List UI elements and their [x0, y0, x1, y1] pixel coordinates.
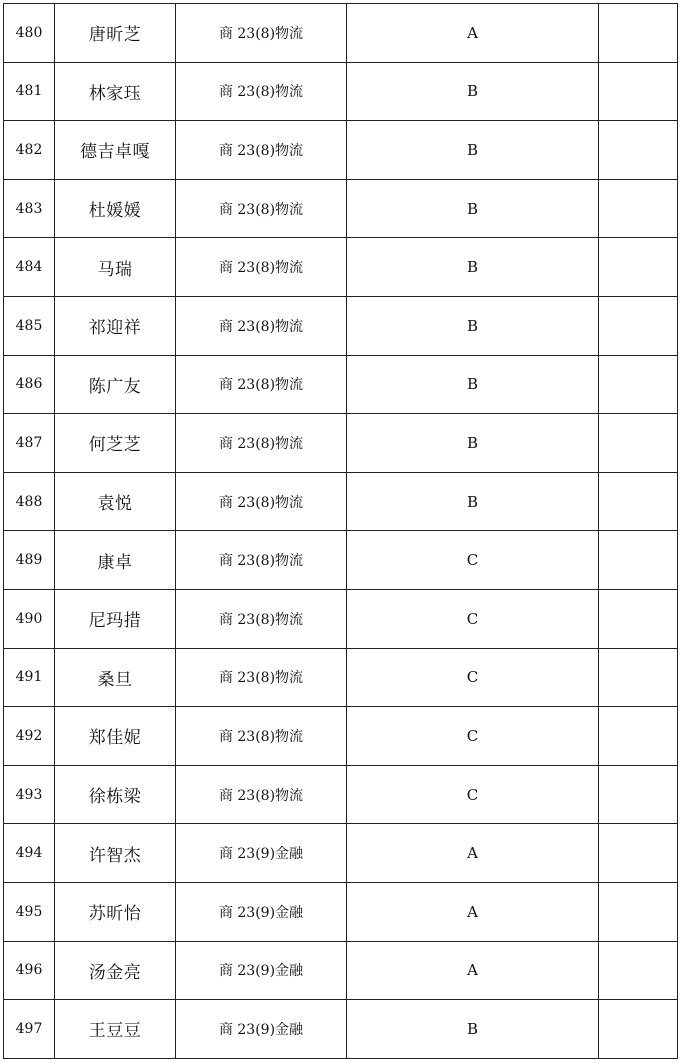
student-name-cell: 祁迎祥: [55, 296, 176, 355]
remarks-cell: [599, 589, 678, 648]
student-name-cell: 袁悦: [55, 472, 176, 531]
grade-cell: B: [347, 472, 599, 531]
remarks-cell: [599, 648, 678, 707]
table-row: [4, 238, 678, 297]
row-number-cell: 485: [4, 296, 55, 355]
class-cell: 商 23(9)金融: [176, 824, 347, 883]
table-row: [4, 4, 678, 63]
remarks-cell: [599, 355, 678, 414]
row-number-cell: 497: [4, 1000, 55, 1059]
table-row: [4, 824, 678, 883]
row-number-cell: 480: [4, 4, 55, 63]
remarks-cell: [599, 472, 678, 531]
student-name-cell: 唐昕芝: [55, 4, 176, 63]
grade-cell: B: [347, 62, 599, 121]
row-number-cell: 496: [4, 941, 55, 1000]
student-name-cell: 德吉卓嘎: [55, 121, 176, 180]
remarks-cell: [599, 4, 678, 63]
class-cell: 商 23(9)金融: [176, 941, 347, 1000]
class-cell: 商 23(8)物流: [176, 648, 347, 707]
student-name-cell: 尼玛措: [55, 589, 176, 648]
grade-cell: C: [347, 648, 599, 707]
class-cell: 商 23(8)物流: [176, 531, 347, 590]
row-number-cell: 491: [4, 648, 55, 707]
row-number-cell: 490: [4, 589, 55, 648]
table-row: [4, 121, 678, 180]
class-cell: 商 23(8)物流: [176, 355, 347, 414]
student-name-cell: 郑佳妮: [55, 707, 176, 766]
class-cell: 商 23(8)物流: [176, 296, 347, 355]
table-row: [4, 355, 678, 414]
remarks-cell: [599, 62, 678, 121]
student-name-cell: 杜媛媛: [55, 179, 176, 238]
grade-cell: B: [347, 1000, 599, 1059]
remarks-cell: [599, 531, 678, 590]
grade-cell: A: [347, 4, 599, 63]
table-row: [4, 589, 678, 648]
grade-cell: B: [347, 121, 599, 180]
remarks-cell: [599, 707, 678, 766]
table-row: [4, 179, 678, 238]
remarks-cell: [599, 121, 678, 180]
remarks-cell: [599, 296, 678, 355]
grade-cell: C: [347, 707, 599, 766]
grade-cell: B: [347, 238, 599, 297]
student-name-cell: 陈广友: [55, 355, 176, 414]
class-cell: 商 23(8)物流: [176, 589, 347, 648]
grade-cell: C: [347, 531, 599, 590]
student-name-cell: 苏昕怡: [55, 882, 176, 941]
row-number-cell: 492: [4, 707, 55, 766]
class-cell: 商 23(8)物流: [176, 414, 347, 473]
student-name-cell: 康卓: [55, 531, 176, 590]
class-cell: 商 23(8)物流: [176, 765, 347, 824]
class-cell: 商 23(9)金融: [176, 1000, 347, 1059]
row-number-cell: 494: [4, 824, 55, 883]
class-cell: 商 23(8)物流: [176, 4, 347, 63]
row-number-cell: 488: [4, 472, 55, 531]
class-cell: 商 23(8)物流: [176, 238, 347, 297]
grade-cell: B: [347, 355, 599, 414]
row-number-cell: 495: [4, 882, 55, 941]
table-row: [4, 62, 678, 121]
class-cell: 商 23(8)物流: [176, 179, 347, 238]
row-number-cell: 489: [4, 531, 55, 590]
student-name-cell: 汤金亮: [55, 941, 176, 1000]
student-name-cell: 马瑞: [55, 238, 176, 297]
table-row: [4, 531, 678, 590]
table-body: [4, 4, 678, 1059]
student-name-cell: 王豆豆: [55, 1000, 176, 1059]
table-row: [4, 882, 678, 941]
remarks-cell: [599, 765, 678, 824]
table-row: [4, 1000, 678, 1059]
grade-cell: A: [347, 824, 599, 883]
row-number-cell: 487: [4, 414, 55, 473]
remarks-cell: [599, 238, 678, 297]
remarks-cell: [599, 882, 678, 941]
remarks-cell: [599, 824, 678, 883]
grade-cell: C: [347, 589, 599, 648]
row-number-cell: 481: [4, 62, 55, 121]
table-row: [4, 707, 678, 766]
class-cell: 商 23(8)物流: [176, 62, 347, 121]
row-number-cell: 486: [4, 355, 55, 414]
row-number-cell: 482: [4, 121, 55, 180]
table-row: [4, 296, 678, 355]
student-name-cell: 林家珏: [55, 62, 176, 121]
student-grade-table: [3, 3, 678, 1059]
grade-cell: B: [347, 414, 599, 473]
remarks-cell: [599, 414, 678, 473]
remarks-cell: [599, 1000, 678, 1059]
table-row: [4, 414, 678, 473]
student-name-cell: 桑旦: [55, 648, 176, 707]
grade-cell: C: [347, 765, 599, 824]
table-row: [4, 941, 678, 1000]
grade-cell: B: [347, 296, 599, 355]
student-name-cell: 徐栋梁: [55, 765, 176, 824]
student-name-cell: 许智杰: [55, 824, 176, 883]
remarks-cell: [599, 179, 678, 238]
grade-cell: A: [347, 941, 599, 1000]
row-number-cell: 493: [4, 765, 55, 824]
row-number-cell: 483: [4, 179, 55, 238]
grade-cell: B: [347, 179, 599, 238]
class-cell: 商 23(8)物流: [176, 121, 347, 180]
grade-cell: A: [347, 882, 599, 941]
remarks-cell: [599, 941, 678, 1000]
row-number-cell: 484: [4, 238, 55, 297]
student-name-cell: 何芝芝: [55, 414, 176, 473]
table-row: [4, 472, 678, 531]
class-cell: 商 23(9)金融: [176, 882, 347, 941]
class-cell: 商 23(8)物流: [176, 707, 347, 766]
table-row: [4, 648, 678, 707]
class-cell: 商 23(8)物流: [176, 472, 347, 531]
table-row: [4, 765, 678, 824]
